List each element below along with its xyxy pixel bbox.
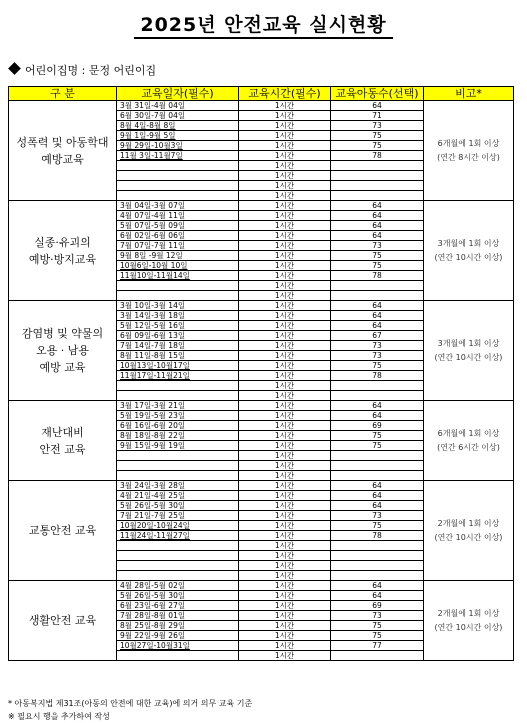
time-cell: 1시간 — [239, 351, 331, 361]
kids-cell — [331, 381, 424, 391]
date-cell: 4월 28일-5월 02일 — [117, 581, 239, 591]
kids-cell: 75 — [331, 521, 424, 531]
kids-cell: 69 — [331, 421, 424, 431]
kids-cell: 67 — [331, 331, 424, 341]
header-date: 교육일자(필수) — [117, 87, 239, 101]
kids-cell: 64 — [331, 231, 424, 241]
time-cell: 1시간 — [239, 511, 331, 521]
kids-cell: 64 — [331, 321, 424, 331]
note-cell: 6개월에 1회 이상 (연간 6시간 이상) — [424, 401, 514, 481]
kids-cell — [331, 451, 424, 461]
kids-cell: 75 — [331, 251, 424, 261]
date-cell: 6월 09일-6월 13일 — [117, 331, 239, 341]
kids-cell: 73 — [331, 241, 424, 251]
time-cell: 1시간 — [239, 171, 331, 181]
education-table — [8, 86, 514, 661]
date-cell — [117, 171, 239, 181]
table-row — [9, 201, 514, 211]
date-cell: 5월 26일-5월 30일 — [117, 591, 239, 601]
kids-cell: 75 — [331, 631, 424, 641]
time-cell: 1시간 — [239, 231, 331, 241]
date-cell — [117, 651, 239, 661]
time-cell: 1시간 — [239, 331, 331, 341]
time-cell: 1시간 — [239, 141, 331, 151]
kids-cell: 64 — [331, 101, 424, 111]
table-row — [9, 401, 514, 411]
kids-cell: 64 — [331, 481, 424, 491]
header-row — [9, 87, 514, 101]
time-cell: 1시간 — [239, 221, 331, 231]
time-cell: 1시간 — [239, 151, 331, 161]
date-cell: 11월 3일-11월7일 — [117, 151, 239, 161]
time-cell: 1시간 — [239, 191, 331, 201]
date-cell: 3월 04일-3월 07일 — [117, 201, 239, 211]
kids-cell: 78 — [331, 151, 424, 161]
kids-cell: 78 — [331, 531, 424, 541]
kids-cell — [331, 561, 424, 571]
category-cell: 재난대비 안전 교육 — [9, 401, 117, 481]
kids-cell — [331, 461, 424, 471]
kids-cell — [331, 541, 424, 551]
date-cell — [117, 291, 239, 301]
kids-cell — [331, 471, 424, 481]
category-cell: 감염병 및 약물의 오용 · 남용 예방 교육 — [9, 301, 117, 401]
date-cell: 3월 24일-3월 28일 — [117, 481, 239, 491]
time-cell: 1시간 — [239, 491, 331, 501]
time-cell: 1시간 — [239, 361, 331, 371]
note-cell: 3개월에 1회 이상 (연간 10시간 이상) — [424, 301, 514, 401]
date-cell — [117, 161, 239, 171]
kids-cell — [331, 181, 424, 191]
kids-cell: 73 — [331, 341, 424, 351]
date-cell: 10월20일-10월24일 — [117, 521, 239, 531]
date-cell: 11월24일-11월27일 — [117, 531, 239, 541]
kids-cell: 64 — [331, 401, 424, 411]
header-note: 비고* — [424, 87, 514, 101]
kids-cell: 64 — [331, 581, 424, 591]
date-cell — [117, 181, 239, 191]
kids-cell — [331, 171, 424, 181]
kids-cell: 64 — [331, 591, 424, 601]
date-cell: 5월 19일-5월 23일 — [117, 411, 239, 421]
time-cell: 1시간 — [239, 161, 331, 171]
kids-cell: 64 — [331, 501, 424, 511]
time-cell: 1시간 — [239, 301, 331, 311]
kids-cell: 78 — [331, 271, 424, 281]
date-cell: 4월 21일-4월 25일 — [117, 491, 239, 501]
footnote-add-rows: ※ 필요시 행을 추가하여 작성 — [8, 712, 110, 721]
time-cell: 1시간 — [239, 611, 331, 621]
time-cell: 1시간 — [239, 461, 331, 471]
date-cell: 9월 8일 -9월 12일 — [117, 251, 239, 261]
time-cell: 1시간 — [239, 101, 331, 111]
time-cell: 1시간 — [239, 291, 331, 301]
date-cell: 6월 02일-6월 06일 — [117, 231, 239, 241]
category-cell: 생활안전 교육 — [9, 581, 117, 661]
kids-cell — [331, 291, 424, 301]
date-cell: 7월 07일-7월 11일 — [117, 241, 239, 251]
time-cell: 1시간 — [239, 281, 331, 291]
time-cell: 1시간 — [239, 651, 331, 661]
time-cell: 1시간 — [239, 441, 331, 451]
time-cell: 1시간 — [239, 391, 331, 401]
date-cell: 3월 31일-4월 04일 — [117, 101, 239, 111]
date-cell — [117, 571, 239, 581]
time-cell: 1시간 — [239, 371, 331, 381]
time-cell: 1시간 — [239, 621, 331, 631]
kids-cell: 75 — [331, 621, 424, 631]
kids-cell: 75 — [331, 261, 424, 271]
date-cell: 8월 25일-8월 29일 — [117, 621, 239, 631]
category-cell: 성폭력 및 아동학대 예방교육 — [9, 101, 117, 201]
page-title: 2025년 안전교육 실시현황 — [0, 10, 527, 37]
date-cell: 11월17일-11월21일 — [117, 371, 239, 381]
table-row — [9, 481, 514, 491]
date-cell: 9월 1일-9월 5일 — [117, 131, 239, 141]
time-cell: 1시간 — [239, 521, 331, 531]
kids-cell: 64 — [331, 491, 424, 501]
date-cell: 9월 22일-9월 26일 — [117, 631, 239, 641]
kids-cell: 75 — [331, 131, 424, 141]
date-cell: 8월 18일-8월 22일 — [117, 431, 239, 441]
date-cell: 3월 10일-3월 14일 — [117, 301, 239, 311]
kids-cell: 73 — [331, 121, 424, 131]
center-name: 어린이집명 : 문정 어린이집 — [8, 62, 156, 78]
time-cell: 1시간 — [239, 121, 331, 131]
time-cell: 1시간 — [239, 631, 331, 641]
date-cell: 6월 30일-7월 04일 — [117, 111, 239, 121]
date-cell — [117, 551, 239, 561]
time-cell: 1시간 — [239, 131, 331, 141]
time-cell: 1시간 — [239, 481, 331, 491]
time-cell: 1시간 — [239, 321, 331, 331]
kids-cell — [331, 391, 424, 401]
kids-cell — [331, 571, 424, 581]
kids-cell — [331, 551, 424, 561]
date-cell: 10월13일-10월17일 — [117, 361, 239, 371]
date-cell — [117, 281, 239, 291]
time-cell: 1시간 — [239, 641, 331, 651]
date-cell: 6월 23일-6월 27일 — [117, 601, 239, 611]
header-kids: 교육아동수(선택) — [331, 87, 424, 101]
time-cell: 1시간 — [239, 381, 331, 391]
time-cell: 1시간 — [239, 561, 331, 571]
time-cell: 1시간 — [239, 341, 331, 351]
kids-cell: 77 — [331, 641, 424, 651]
diamond-bullet-icon — [8, 62, 21, 75]
date-cell: 5월 07일-5월 09일 — [117, 221, 239, 231]
date-cell: 8월 11일-8월 15일 — [117, 351, 239, 361]
date-cell: 3월 17일-3월 21일 — [117, 401, 239, 411]
date-cell: 9월 29일-10월3일 — [117, 141, 239, 151]
date-cell: 7월 21일-7월 25일 — [117, 511, 239, 521]
kids-cell: 73 — [331, 611, 424, 621]
kids-cell: 64 — [331, 301, 424, 311]
date-cell: 8월 4일-8월 8일 — [117, 121, 239, 131]
time-cell: 1시간 — [239, 111, 331, 121]
time-cell: 1시간 — [239, 431, 331, 441]
time-cell: 1시간 — [239, 601, 331, 611]
time-cell: 1시간 — [239, 181, 331, 191]
kids-cell: 64 — [331, 311, 424, 321]
date-cell: 4월 07일-4월 11일 — [117, 211, 239, 221]
date-cell: 9월 15일-9월 19일 — [117, 441, 239, 451]
note-cell: 2개월에 1회 이상 (연간 10시간 이상) — [424, 481, 514, 581]
date-cell: 11월10일-11월14일 — [117, 271, 239, 281]
kids-cell — [331, 161, 424, 171]
date-cell: 5월 12일-5월 16일 — [117, 321, 239, 331]
date-cell — [117, 561, 239, 571]
time-cell: 1시간 — [239, 451, 331, 461]
category-cell: 교통안전 교육 — [9, 481, 117, 581]
time-cell: 1시간 — [239, 501, 331, 511]
time-cell: 1시간 — [239, 201, 331, 211]
kids-cell: 78 — [331, 371, 424, 381]
time-cell: 1시간 — [239, 241, 331, 251]
header-time: 교육시간(필수) — [239, 87, 331, 101]
kids-cell: 64 — [331, 411, 424, 421]
kids-cell — [331, 191, 424, 201]
kids-cell: 73 — [331, 351, 424, 361]
kids-cell: 64 — [331, 211, 424, 221]
kids-cell: 64 — [331, 221, 424, 231]
category-cell: 실종·유괴의 예방·방지교육 — [9, 201, 117, 301]
time-cell: 1시간 — [239, 421, 331, 431]
table-row — [9, 581, 514, 591]
table-row — [9, 301, 514, 311]
time-cell: 1시간 — [239, 251, 331, 261]
time-cell: 1시간 — [239, 531, 331, 541]
note-cell: 6개월에 1회 이상 (연간 8시간 이상) — [424, 101, 514, 201]
time-cell: 1시간 — [239, 471, 331, 481]
date-cell — [117, 391, 239, 401]
time-cell: 1시간 — [239, 571, 331, 581]
kids-cell: 75 — [331, 141, 424, 151]
table-body — [9, 101, 514, 661]
time-cell: 1시간 — [239, 311, 331, 321]
date-cell — [117, 381, 239, 391]
date-cell — [117, 451, 239, 461]
date-cell: 7월 14일-7월 18일 — [117, 341, 239, 351]
date-cell: 3월 14일-3월 18일 — [117, 311, 239, 321]
time-cell: 1시간 — [239, 411, 331, 421]
table-row — [9, 101, 514, 111]
date-cell — [117, 471, 239, 481]
kids-cell: 71 — [331, 111, 424, 121]
kids-cell: 64 — [331, 201, 424, 211]
time-cell: 1시간 — [239, 551, 331, 561]
time-cell: 1시간 — [239, 541, 331, 551]
time-cell: 1시간 — [239, 581, 331, 591]
footnote-legal: * 아동복지법 제31조(아동의 안전에 대한 교육)에 의거 의무 교육 기준 — [8, 699, 253, 708]
time-cell: 1시간 — [239, 591, 331, 601]
kids-cell — [331, 651, 424, 661]
note-cell: 3개월에 1회 이상 (연간 10시간 이상) — [424, 201, 514, 301]
date-cell: 10월6일-10월 10일 — [117, 261, 239, 271]
note-cell: 2개월에 1회 이상 (연간 10시간 이상) — [424, 581, 514, 661]
kids-cell: 75 — [331, 431, 424, 441]
time-cell: 1시간 — [239, 271, 331, 281]
date-cell: 6월 16일-6월 20일 — [117, 421, 239, 431]
date-cell — [117, 461, 239, 471]
date-cell — [117, 191, 239, 201]
date-cell: 5월 26일-5월 30일 — [117, 501, 239, 511]
kids-cell: 75 — [331, 441, 424, 451]
kids-cell: 73 — [331, 511, 424, 521]
date-cell: 10월27일-10월31일 — [117, 641, 239, 651]
kids-cell — [331, 281, 424, 291]
kids-cell: 69 — [331, 601, 424, 611]
header-category: 구 분 — [9, 87, 117, 101]
kids-cell: 75 — [331, 361, 424, 371]
date-cell — [117, 541, 239, 551]
time-cell: 1시간 — [239, 261, 331, 271]
time-cell: 1시간 — [239, 211, 331, 221]
date-cell: 7월 28일-8월 01일 — [117, 611, 239, 621]
time-cell: 1시간 — [239, 401, 331, 411]
